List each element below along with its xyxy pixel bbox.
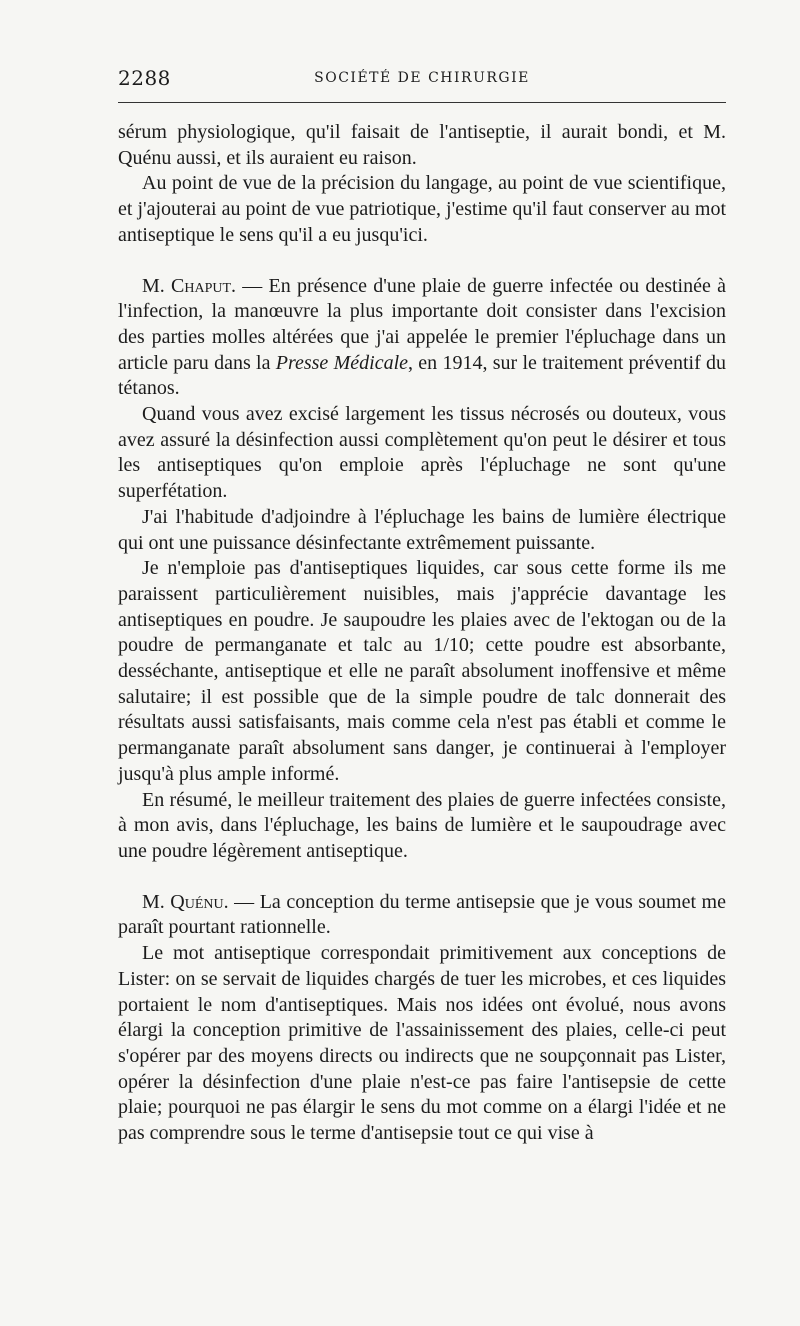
paragraph: Je n'emploie pas d'antiseptiques liquides, car sous cette forme ils me paraissent particulièrement nuisibles, mais j'apprécie davantage les antiseptiques en poudre. Je saupoudre les plaies avec de l'ektogan ou de la poudre de permanganate et talc au 1/10; cette poudre est absorbante, desséchante, antiseptique et elle ne paraît absolument inoffensive et même salutaire; il est possible que de la simple poudre de talc donnerait des résultats aussi satisfaisants, mais comme cela n'est pas établi et comme le permanganate paraît absolument sans danger, je continuerai à l'employer jusqu'à plus ample informé. bbox=[118, 557, 726, 785]
page-header bbox=[118, 66, 726, 92]
paragraph-quenu: M. Quénu. — La conception du terme antisepsie que je vous soumet me paraît pourtant rationnelle. bbox=[118, 890, 726, 939]
speaker-name: M. Quénu. bbox=[142, 890, 229, 913]
paragraph: sérum physiologique, qu'il faisait de l'antiseptie, il aurait bondi, et M. Quénu aussi, et ils auraient eu raison. bbox=[118, 121, 726, 169]
paragraph: J'ai l'habitude d'adjoindre à l'épluchage les bains de lumière électrique qui ont une puissance désinfectante extrêmement puissante. bbox=[118, 505, 726, 554]
page-number: 2288 bbox=[118, 66, 171, 90]
speaker-name: M. Chaput. bbox=[142, 274, 237, 297]
paragraph: Quand vous avez excisé largement les tissus nécrosés ou douteux, vous avez assuré la désinfection aussi complètement qu'on peut le désirer et tous les antiseptiques qu'on emploie après l'épluchage ne sont qu'une superfétation. bbox=[118, 403, 726, 503]
paragraph-chaput: M. Chaput. — En présence d'une plaie de guerre infectée ou destinée à l'infection, la manœuvre la plus importante doit consister dans l'excision des parties molles altérées que j'ai appelée le premier l'épluchage dans un article paru dans la Presse Médicale, en 1914, sur le traitement préventif du tétanos. bbox=[118, 274, 727, 400]
paragraph: Le mot antiseptique correspondait primitivement aux conceptions de Lister: on se servait de liquides chargés de tuer les microbes, et ces liquides portaient le nom d'antiseptiques. Mais nos idées ont évolué, nous avons élargi la conception primitive de l'assainissement des plaies, celle-ci peut s'opérer par des moyens directs ou indirects que ne soupçonnait pas Lister, opérer la désinfection d'une plaie n'est-ce pas faire l'antisepsie de cette plaie; pourquoi ne pas élargir le sens du mot comme on a élargi l'idée et ne pas comprendre sous le terme d'antisepsie tout ce qui vise à bbox=[118, 942, 726, 1145]
journal-title: Presse Médicale bbox=[275, 351, 409, 374]
header-rule bbox=[118, 102, 726, 103]
running-title: SOCIÉTÉ DE CHIRURGIE bbox=[314, 70, 530, 86]
paragraph: En résumé, le meilleur traitement des plaies de guerre infectées consiste, à mon avis, dans l'épluchage, les bains de lumière et le saupoudrage avec une poudre légèrement antiseptique. bbox=[118, 788, 726, 862]
paragraph: Au point de vue de la précision du langage, au point de vue scientifique, et j'ajouterai au point de vue patriotique, j'estime qu'il faut conserver au mot antiseptique le sens qu'il a eu jusqu'ici. bbox=[118, 172, 726, 246]
body-text bbox=[118, 120, 726, 1147]
